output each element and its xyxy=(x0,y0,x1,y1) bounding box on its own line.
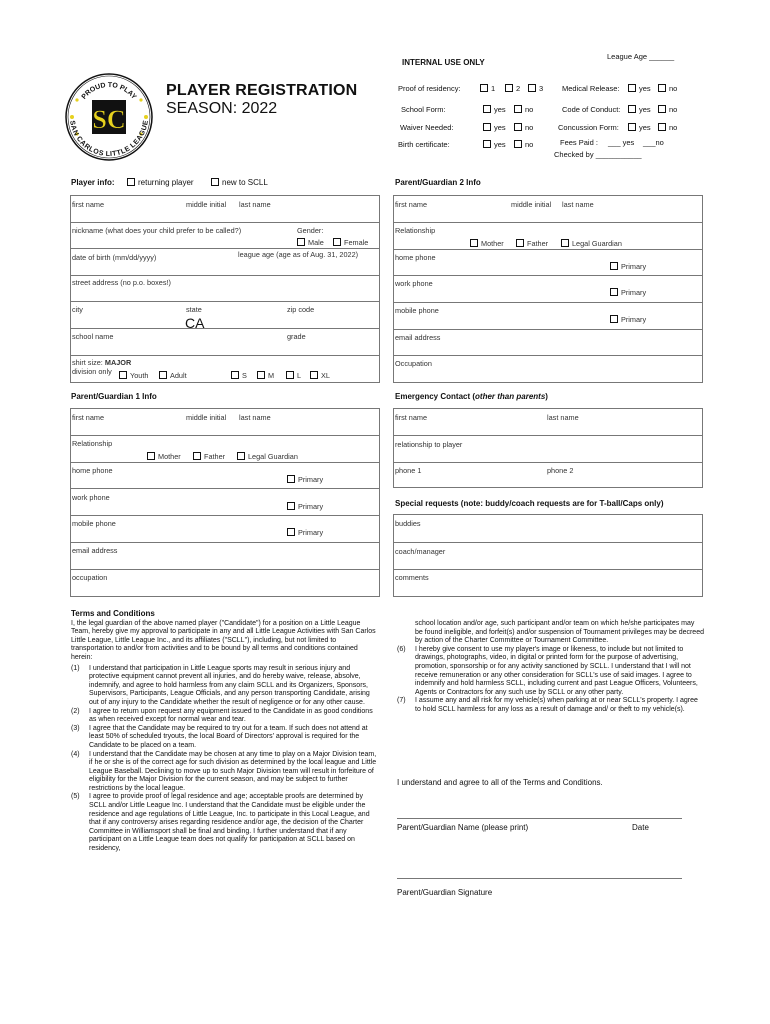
league-logo xyxy=(64,72,154,162)
season-label: SEASON: 2022 xyxy=(166,100,278,117)
internal-use-heading: INTERNAL USE ONLY xyxy=(402,58,485,67)
g2-home-primary-checkbox[interactable] xyxy=(610,262,618,270)
player-info-table: first name middle initial last name nickname (what does your child prefer to be called?) Gender: Male Female date of birth (mm/dd/yyyy) league age (age as of Aug. 31, 2022) street address (no p.o. boxes!) city state CA zip code school name grade shirt size: MAJOR division only Youth Adult S M L XL xyxy=(70,195,380,383)
terms-item-number: (4) xyxy=(71,750,80,758)
school-no-checkbox[interactable] xyxy=(514,105,522,113)
terms-item-number: (2) xyxy=(71,707,80,715)
birth-no-checkbox[interactable] xyxy=(514,140,522,148)
female-checkbox[interactable] xyxy=(333,238,341,246)
medical-yes-checkbox[interactable] xyxy=(628,84,636,92)
guardian2-heading: Parent/Guardian 2 Info xyxy=(395,178,481,187)
division-only-label: division only xyxy=(72,367,112,376)
logo-top-text: PROUD TO PLAY xyxy=(80,81,138,101)
zip-label: zip code xyxy=(287,305,315,314)
shirt-size-label: shirt size: xyxy=(72,358,103,367)
guardian-name-label: Parent/Guardian Name (please print) xyxy=(397,823,529,832)
emergency-table: first name last name relationship to player phone 1 phone 2 xyxy=(393,408,703,488)
terms-continuation: school location and/or age, such participant and/or team on which he/she participates may be found ineligible, and forfeit(s) and/or suspension of Tournament privileges may be decreed by action of the Charter Committee or Tournament Committee. xyxy=(415,620,704,645)
dob-label: date of birth (mm/dd/yyyy) xyxy=(72,253,157,262)
concussion-yes-checkbox[interactable] xyxy=(628,123,636,131)
guardian1-heading: Parent/Guardian 1 Info xyxy=(71,392,157,401)
g1-legal-guardian-checkbox[interactable] xyxy=(237,452,245,460)
player-info-heading: Player info: xyxy=(71,178,115,187)
guardian2-table: first name middle initial last name Relationship Mother Father Legal Guardian home phone Primary work phone Primary mobile phone Primary email address Occupation xyxy=(393,195,703,383)
terms-item xyxy=(71,665,379,708)
g1-mobile-primary-checkbox[interactable] xyxy=(287,528,295,536)
medical-release-label: Medical Release: xyxy=(562,84,620,93)
size-s-checkbox[interactable] xyxy=(231,371,239,379)
g1-home-primary-checkbox[interactable] xyxy=(287,475,295,483)
middle-initial-label: middle initial xyxy=(186,200,227,209)
date-label: Date xyxy=(632,823,649,832)
terms-item-text: I agree to return upon request any equipment issued to the Candidate in as good conditions as when received except for normal wear and tear. xyxy=(89,707,373,724)
terms-item-text: I hereby give consent to use my player's image or likeness, to include but not limited to drawings, photographs, video, in digital or printed form for the purpose of advertising, promotion, sponsorship or for any activity sanctioned by SCLL. I understand that I will not receive remuneration or any other consideration for SCLL's use of said images. I agree to indemnify and hold harmless SCLL, including current and past League Officers, Volunteers, Agents or Contractors for any such use by SCLL or any other party. xyxy=(415,645,698,696)
fees-paid-label: Fees Paid : xyxy=(560,138,598,147)
terms-item xyxy=(71,725,379,751)
g2-mother-checkbox[interactable] xyxy=(470,239,478,247)
terms-item-text: I understand that participation in Little League sports may result in serious injury and protective equipment cannot prevent all injuries, and do hereby waive, release, absolve, indemnify, and agree to hold harmless from any claim SCLL and its Organizers, Sponsors, Supervisors, Participants, League Officials, and any person transporting Candidate, arising out of any injury to the Candidate whether the result of negligence or for any other cause. xyxy=(89,664,370,706)
size-l-checkbox[interactable] xyxy=(286,371,294,379)
waiver-yes-checkbox[interactable] xyxy=(483,123,491,131)
terms-item-text: I assume any and all risk for my vehicle(s) when parking at or near SCLL's property. I agree to hold SCLL harmless for any loss as a result of damage and/ or theft to my vehicle(s). xyxy=(415,697,698,713)
proof-1-checkbox[interactable] xyxy=(480,84,488,92)
g1-mother-checkbox[interactable] xyxy=(147,452,155,460)
returning-player-label: returning player xyxy=(138,178,194,187)
logo-bottom-text: SAN CARLOS LITTLE LEAGUE xyxy=(68,120,150,159)
terms-right-column xyxy=(397,620,704,715)
proof-2-checkbox[interactable] xyxy=(505,84,513,92)
league-age-label: league age (age as of Aug. 31, 2022) xyxy=(238,250,359,259)
concussion-label: Concussion Form: xyxy=(558,123,619,132)
terms-item xyxy=(397,646,704,698)
name-line[interactable] xyxy=(397,818,682,819)
conduct-no-checkbox[interactable] xyxy=(658,105,666,113)
terms-item-number: (5) xyxy=(71,793,80,801)
state-value: CA xyxy=(185,315,205,331)
gender-label: Gender: xyxy=(297,226,324,235)
league-age-field: League Age ______ xyxy=(607,52,675,61)
last-name-label: last name xyxy=(239,200,271,209)
g1-father-checkbox[interactable] xyxy=(193,452,201,460)
special-requests-table: buddies coach/manager comments xyxy=(393,514,703,597)
size-xl-checkbox[interactable] xyxy=(310,371,318,379)
guardian1-table: first name middle initial last name Relationship Mother Father Legal Guardian home phone Primary work phone Primary mobile phone Primary email address occupation xyxy=(70,408,380,597)
school-form-label: School Form: xyxy=(401,105,446,114)
fees-yes-field: ___ yes xyxy=(608,138,635,147)
state-label: state xyxy=(186,305,202,314)
g1-work-primary-checkbox[interactable] xyxy=(287,502,295,510)
emergency-heading: Emergency Contact (other than parents) xyxy=(395,392,548,401)
birth-cert-label: Birth certificate: xyxy=(398,140,450,149)
medical-no-checkbox[interactable] xyxy=(658,84,666,92)
terms-left-column xyxy=(71,610,379,854)
terms-item xyxy=(71,751,379,794)
terms-item-text: I agree to provide proof of legal residence and age; acceptable proofs are determined by SCLL and/or Little League Inc. I understand that the Candidate must be eligible under the residence and age regulations of Little League, Inc. to participate in this Local League, and that if any controversy arises regarding residence and/or age, the decision of the Charter Committee in Williamsport shall be final and binding. I further understand that if any participant on a Little League team does not qualify for participation at SCLL based on residency, xyxy=(89,793,370,853)
terms-item-number: (6) xyxy=(397,645,406,653)
terms-item-number: (3) xyxy=(71,724,80,732)
g2-mobile-primary-checkbox[interactable] xyxy=(610,315,618,323)
terms-item xyxy=(397,697,704,714)
school-yes-checkbox[interactable] xyxy=(483,105,491,113)
checked-by-field: Checked by ___________ xyxy=(554,150,642,159)
terms-item xyxy=(71,708,379,725)
terms-item-number: (7) xyxy=(397,697,406,705)
adult-checkbox[interactable] xyxy=(159,371,167,379)
terms-item xyxy=(71,793,379,853)
street-label: street address (no p.o. boxes!) xyxy=(72,278,171,287)
g2-work-primary-checkbox[interactable] xyxy=(610,288,618,296)
guardian-signature-label: Parent/Guardian Signature xyxy=(397,888,493,897)
terms-item-number: (1) xyxy=(71,664,80,672)
youth-checkbox[interactable] xyxy=(119,371,127,379)
nickname-label: nickname (what does your child prefer to be called?) xyxy=(72,226,242,235)
special-requests-heading: Special requests (note: buddy/coach requests are for T-ball/Caps only) xyxy=(395,499,664,508)
concussion-no-checkbox[interactable] xyxy=(658,123,666,131)
size-m-checkbox[interactable] xyxy=(257,371,265,379)
city-label: city xyxy=(72,305,83,314)
male-checkbox[interactable] xyxy=(297,238,305,246)
proof-residency-label: Proof of residency: xyxy=(398,84,461,93)
code-of-conduct-label: Code of Conduct: xyxy=(562,105,621,114)
g2-father-checkbox[interactable] xyxy=(516,239,524,247)
logo-monogram: SC xyxy=(92,105,126,134)
g2-legal-guardian-checkbox[interactable] xyxy=(561,239,569,247)
fees-no-field: ___no xyxy=(643,138,664,147)
terms-heading: Terms and Conditions xyxy=(71,609,155,618)
new-player-checkbox[interactable] xyxy=(211,178,219,186)
proof-3-checkbox[interactable] xyxy=(528,84,536,92)
page-title: PLAYER REGISTRATION xyxy=(166,82,358,99)
new-player-label: new to SCLL xyxy=(222,178,268,187)
terms-item-text: I understand that the Candidate may be chosen at any time to play on a Major Division team, if he or she is of the correct age for such division as determined by the local league and Little League Baseball. Declining to move up to such Major Division team will result in forfeiture of eligibility for the Major Division for the current season, and may be subject to further restrictions by the local league. xyxy=(89,750,377,792)
school-label: school name xyxy=(72,332,114,341)
returning-player-checkbox[interactable] xyxy=(127,178,135,186)
agree-statement: I understand and agree to all of the Terms and Conditions. xyxy=(397,778,603,787)
conduct-yes-checkbox[interactable] xyxy=(628,105,636,113)
terms-intro: I, the legal guardian of the above named player ("Candidate") for a position on a Little League Team, hereby give my approval to participate in any and all Little League Activities with San Carlos Little League, Little League Inc., and its affiliates ("SCLL"), including, but not limited to transportation to and/or from activities and to be bound by all terms and conditions contained herein: xyxy=(71,619,376,661)
signature-line[interactable] xyxy=(397,878,682,879)
terms-item-text: I agree that the Candidate may be required to try out for a team. If such does not attend at least 50% of scheduled tryouts, the local Board of Directors' approval is required for the Candidate to be placed on a team. xyxy=(89,724,368,749)
birth-yes-checkbox[interactable] xyxy=(483,140,491,148)
grade-label: grade xyxy=(287,332,306,341)
first-name-label: first name xyxy=(72,200,105,209)
waiver-no-checkbox[interactable] xyxy=(514,123,522,131)
waiver-label: Waiver Needed: xyxy=(400,123,454,132)
